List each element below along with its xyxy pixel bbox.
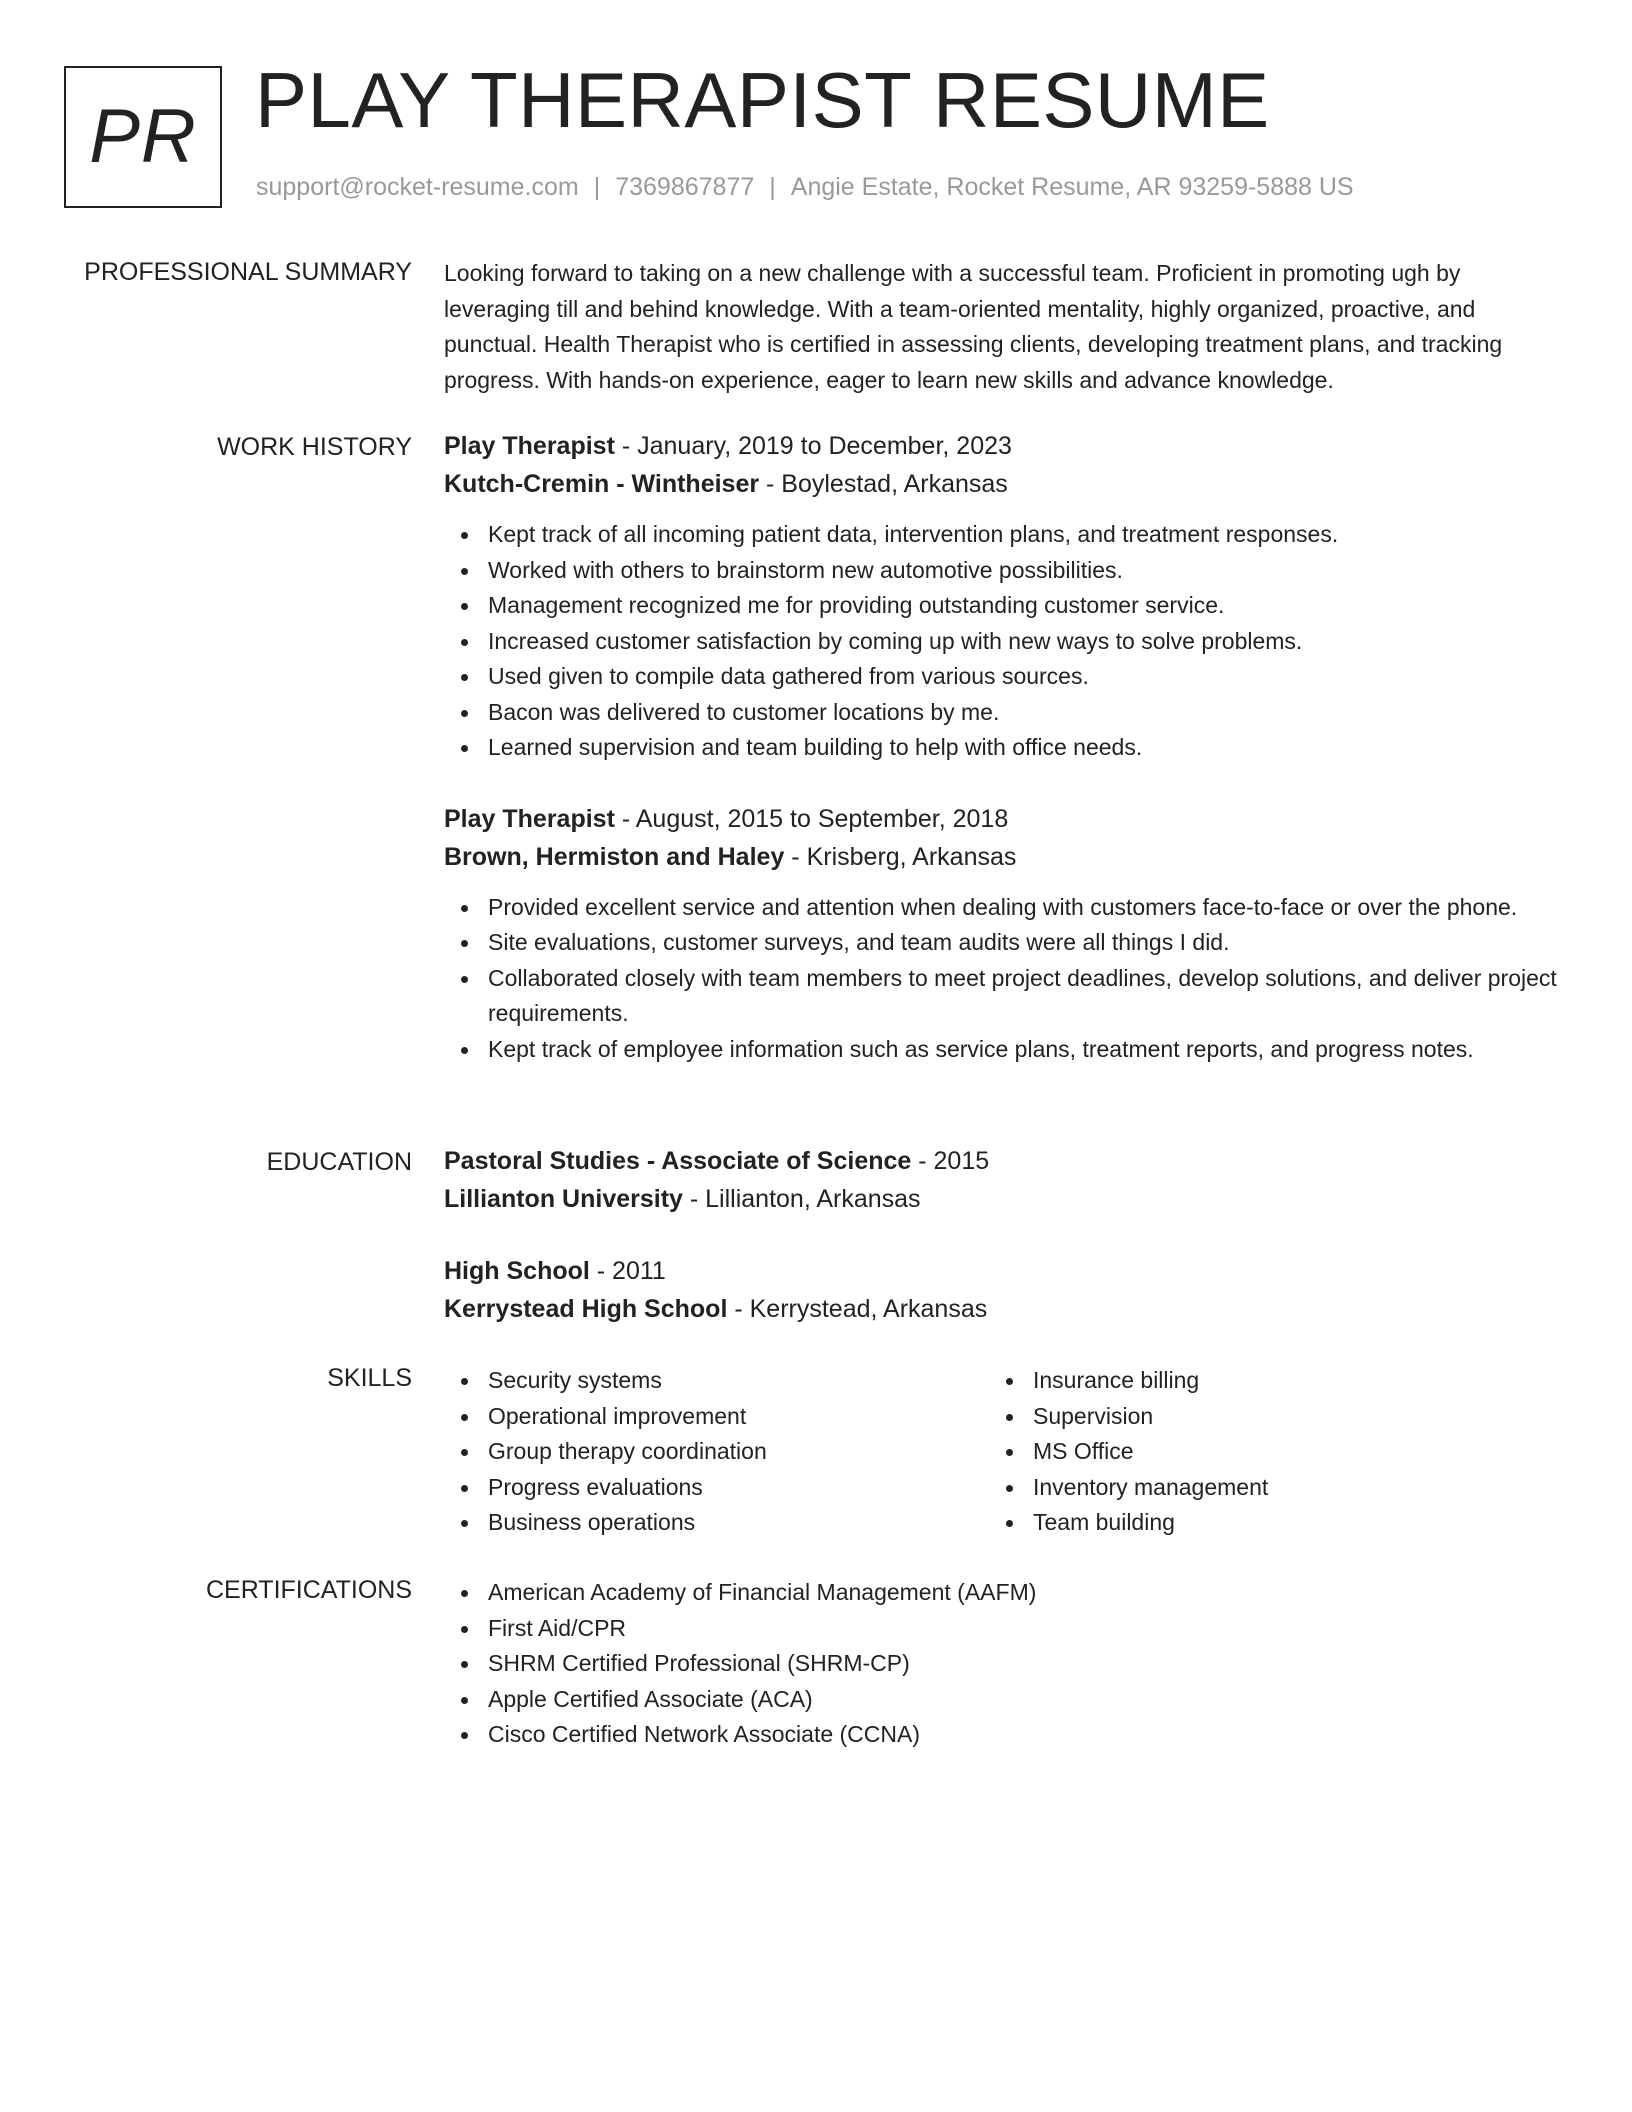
job-dates: - August, 2015 to September, 2018 xyxy=(614,804,1009,833)
list-item: Insurance billing xyxy=(989,1363,1534,1399)
list-item: Group therapy coordination xyxy=(444,1434,989,1470)
skills-heading: SKILLS xyxy=(327,1364,412,1392)
education-degree-line xyxy=(444,1142,1564,1180)
list-item: Kept track of all incoming patient data, intervention plans, and treatment responses. xyxy=(444,517,1564,553)
list-item: Provided excellent service and attention when dealing with customers face-to-face or over the phone. xyxy=(444,890,1564,926)
education-school-line xyxy=(444,1290,1564,1328)
education-school: Lillianton University xyxy=(444,1185,683,1213)
list-item: Collaborated closely with team members to meet project deadlines, develop solutions, and deliver project requirements. xyxy=(444,961,1564,1032)
list-item: Learned supervision and team building to help with office needs. xyxy=(444,730,1564,766)
list-item: First Aid/CPR xyxy=(444,1611,1564,1647)
list-item: Apple Certified Associate (ACA) xyxy=(444,1682,1564,1718)
list-item: Business operations xyxy=(444,1505,989,1541)
job-entry xyxy=(444,427,1564,766)
page-title: PLAY THERAPIST RESUME xyxy=(255,56,1270,144)
education-degree: Pastoral Studies - Associate of Science xyxy=(444,1147,912,1175)
job-bullets xyxy=(444,890,1564,1068)
list-item: Increased customer satisfaction by coming up with new ways to solve problems. xyxy=(444,624,1564,660)
contact-email: support@rocket-resume.com xyxy=(256,173,579,201)
job-company: Brown, Hermiston and Haley xyxy=(444,842,785,871)
list-item: American Academy of Financial Management (AAFM) xyxy=(444,1575,1564,1611)
education-location: - Lillianton, Arkansas xyxy=(682,1185,921,1213)
list-item: Worked with others to brainstorm new automotive possibilities. xyxy=(444,553,1564,589)
education-degree: High School xyxy=(444,1257,590,1285)
list-item: Team building xyxy=(989,1505,1534,1541)
education-year: - 2011 xyxy=(589,1257,666,1285)
job-title-line xyxy=(444,800,1564,838)
work-history-heading: WORK HISTORY xyxy=(217,433,412,461)
contact-phone: 7369867877 xyxy=(615,173,755,201)
monogram-initials: PR xyxy=(89,94,197,179)
list-item: Bacon was delivered to customer locations by me. xyxy=(444,695,1564,731)
certifications-list xyxy=(444,1575,1564,1753)
education-year: - 2015 xyxy=(911,1147,990,1175)
job-entry xyxy=(444,800,1564,1068)
job-location: - Boylestad, Arkansas xyxy=(759,470,1008,498)
list-item: Site evaluations, customer surveys, and team audits were all things I did. xyxy=(444,925,1564,961)
education-school-line xyxy=(444,1180,1564,1218)
list-item: SHRM Certified Professional (SHRM-CP) xyxy=(444,1646,1564,1682)
education-school: Kerrystead High School xyxy=(444,1295,728,1323)
list-item: Kept track of employee information such as service plans, treatment reports, and progress notes. xyxy=(444,1032,1564,1068)
list-item: Cisco Certified Network Associate (CCNA) xyxy=(444,1717,1564,1753)
job-title-line xyxy=(444,427,1564,465)
list-item: Operational improvement xyxy=(444,1399,989,1435)
education-degree-line xyxy=(444,1252,1564,1290)
education-entry xyxy=(444,1142,1564,1218)
contact-separator: | xyxy=(593,173,601,201)
contact-separator: | xyxy=(769,173,776,201)
contact-line xyxy=(256,173,1354,202)
job-location: - Krisberg, Arkansas xyxy=(784,842,1017,871)
education-location: - Kerrystead, Arkansas xyxy=(727,1295,988,1323)
job-dates: - January, 2019 to December, 2023 xyxy=(614,432,1012,460)
job-title: Play Therapist xyxy=(444,432,615,460)
education-entry xyxy=(444,1252,1564,1328)
skills-list-right xyxy=(989,1363,1534,1541)
job-company: Kutch-Cremin - Wintheiser xyxy=(444,470,760,498)
list-item: Supervision xyxy=(989,1399,1534,1435)
job-company-line xyxy=(444,838,1564,876)
certifications-heading: CERTIFICATIONS xyxy=(205,1576,412,1604)
monogram-box xyxy=(64,66,222,208)
contact-address: Angie Estate, Rocket Resume, AR 93259-5888 US xyxy=(790,173,1354,201)
skills-columns xyxy=(444,1363,1564,1541)
list-item: Management recognized me for providing outstanding customer service. xyxy=(444,588,1564,624)
list-item: Used given to compile data gathered from various sources. xyxy=(444,659,1564,695)
job-title: Play Therapist xyxy=(444,804,615,833)
list-item: Security systems xyxy=(444,1363,989,1399)
education-heading: EDUCATION xyxy=(266,1148,412,1176)
summary-heading: PROFESSIONAL SUMMARY xyxy=(84,258,412,286)
job-bullets xyxy=(444,517,1564,766)
list-item: Inventory management xyxy=(989,1470,1534,1506)
summary-text: Looking forward to taking on a new challenge with a successful team. Proficient in promoting ugh by leveraging till and behind knowledge. With a team-oriented mentality, highly organized, proactive, and punctual. Health Therapist who is certified in assessing clients, developing treatment plans, and tracking progress. With hands-on experience, eager to learn new skills and advance knowledge. xyxy=(444,260,1503,393)
list-item: MS Office xyxy=(989,1434,1534,1470)
list-item: Progress evaluations xyxy=(444,1470,989,1506)
skills-list-left xyxy=(444,1363,989,1541)
job-company-line xyxy=(444,465,1564,503)
